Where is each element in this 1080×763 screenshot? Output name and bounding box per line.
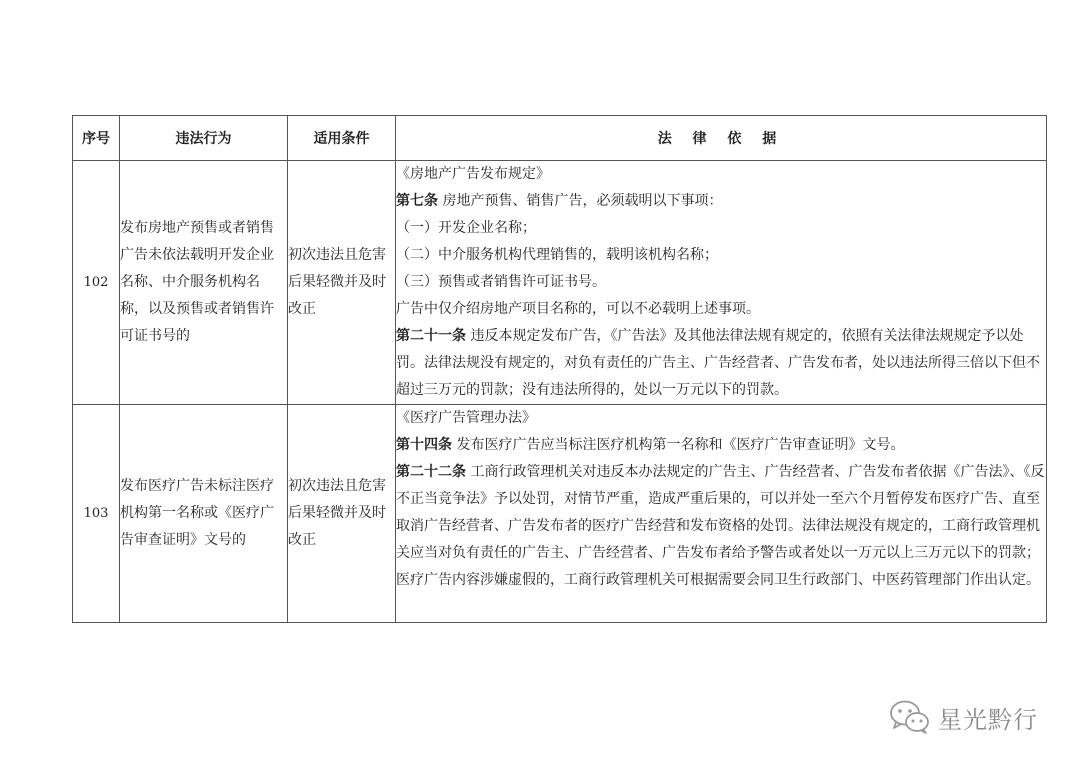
article-label: 第二十一条 bbox=[396, 328, 466, 344]
row-seq: 102 bbox=[73, 161, 120, 405]
article-text: （三）预售或者销售许可证书号。 bbox=[396, 274, 606, 290]
legal-paragraph bbox=[396, 269, 1046, 296]
legal-paragraph bbox=[396, 323, 1046, 404]
header-seq: 序号 bbox=[73, 116, 120, 161]
legal-paragraph bbox=[396, 459, 1046, 594]
wechat-icon bbox=[888, 698, 932, 736]
row-legal-basis bbox=[396, 405, 1047, 623]
row-seq: 103 bbox=[73, 405, 120, 623]
article-text: （一）开发企业名称； bbox=[396, 220, 536, 236]
article-label: 第二十二条 bbox=[396, 464, 466, 480]
row-condition: 初次违法且危害后果轻微并及时改正 bbox=[288, 161, 396, 405]
row-legal-basis bbox=[396, 161, 1047, 405]
header-condition: 适用条件 bbox=[288, 116, 396, 161]
article-text: 《房地产广告发布规定》 bbox=[396, 166, 550, 182]
article-text: 广告中仅介绍房地产项目名称的，可以不必载明上述事项。 bbox=[396, 301, 760, 317]
header-legal-basis: 法 律 依 据 bbox=[396, 116, 1047, 161]
article-text: 工商行政管理机关对违反本办法规定的广告主、广告经营者、广告发布者依据《广告法》、《反不正当竞争法》予以处罚，对情节严重，造成严重后果的，可以并处一至六个月暂停发布医疗广告、直至取消广告经营者、广告发布者的医疗广告经营和发布资格的处罚。法律法规没有规定的，工商行政管理机关应当对负有责任的广告主、广告经营者、广告发布者给予警告或者处以一万元以上三万元以下的罚款；医疗广告内容涉嫌虚假的，工商行政管理机关可根据需要会同卫生行政部门、中医药管理部门作出认定。 bbox=[396, 464, 1045, 588]
row-violation: 发布房地产预售或者销售广告未依法载明开发企业名称、中介服务机构名称，以及预售或者销售许可证书号的 bbox=[120, 161, 288, 405]
row-violation: 发布医疗广告未标注医疗机构第一名称或《医疗广告审查证明》文号的 bbox=[120, 405, 288, 623]
article-text: 房地产预售、销售广告，必须载明以下事项： bbox=[438, 193, 723, 209]
article-text: （二）中介服务机构代理销售的，载明该机构名称； bbox=[396, 247, 718, 263]
table-row bbox=[73, 405, 1047, 623]
header-violation: 违法行为 bbox=[120, 116, 288, 161]
legal-paragraph bbox=[396, 432, 1046, 459]
table-row bbox=[73, 161, 1047, 405]
regulation-table bbox=[72, 115, 1047, 623]
legal-paragraph bbox=[396, 215, 1046, 242]
article-text: 《医疗广告管理办法》 bbox=[396, 410, 536, 426]
watermark-text: 星光黔行 bbox=[938, 705, 1038, 734]
row-condition: 初次违法且危害后果轻微并及时改正 bbox=[288, 405, 396, 623]
article-label: 第七条 bbox=[396, 193, 438, 209]
legal-paragraph bbox=[396, 242, 1046, 269]
watermark bbox=[888, 697, 1038, 737]
legal-paragraph bbox=[396, 296, 1046, 323]
legal-paragraph bbox=[396, 405, 1046, 432]
article-label: 第十四条 bbox=[396, 437, 452, 453]
article-text: 违反本规定发布广告，《广告法》及其他法律法规有规定的，依照有关法律法规规定予以处罚。法律法规没有规定的，对负有责任的广告主、广告经营者、广告发布者，处以违法所得三倍以下但不超过三万元的罚款；没有违法所得的，处以一万元以下的罚款。 bbox=[396, 328, 1040, 398]
table-header-row bbox=[73, 116, 1047, 161]
legal-paragraph bbox=[396, 161, 1046, 188]
article-text: 发布医疗广告应当标注医疗机构第一名称和《医疗广告审查证明》文号。 bbox=[452, 437, 905, 453]
legal-paragraph bbox=[396, 188, 1046, 215]
